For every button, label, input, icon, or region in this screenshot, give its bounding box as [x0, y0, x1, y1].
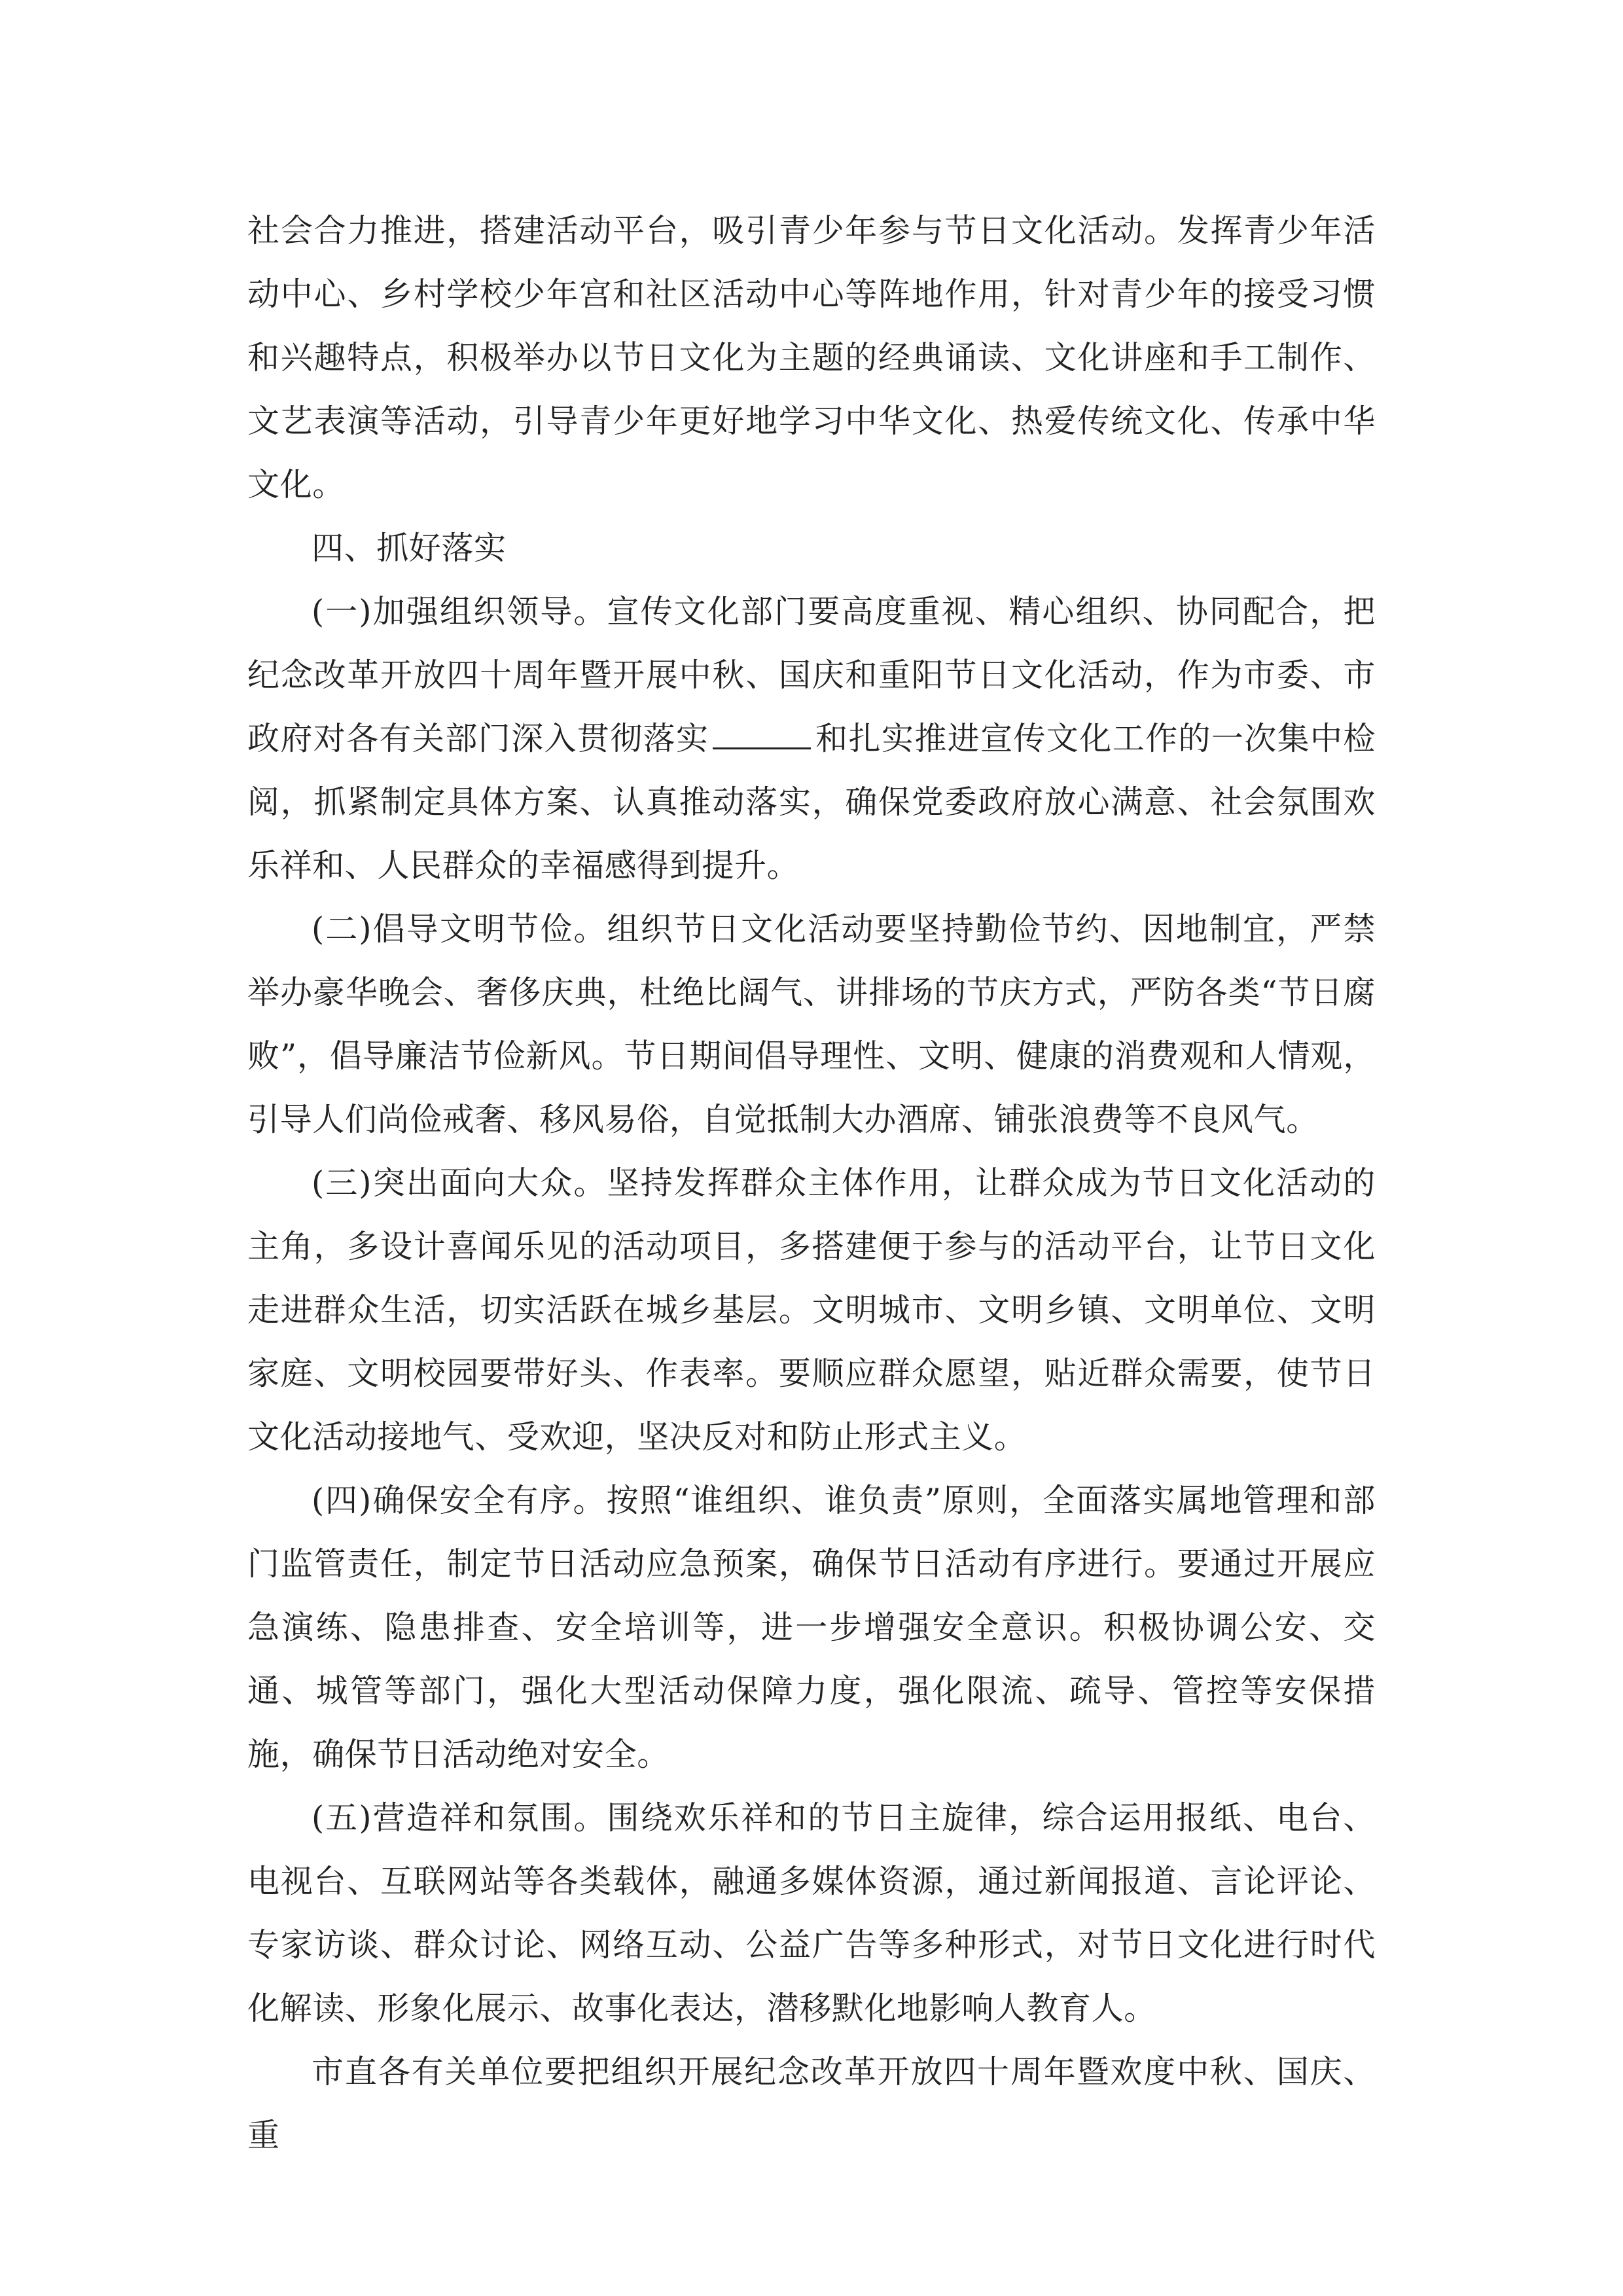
document-body [247, 199, 1376, 2167]
section-heading: 四、抓好落实 [312, 529, 507, 567]
paragraph-item-1-part-b: 和扎实推进宣传文化工作的一次集中检阅，抓紧制定具体方案、认真推动落实，确保党委政府放心满意、社会氛围欢乐祥和、人民群众的幸福感得到提升。 [247, 720, 1376, 884]
paragraph-item-4: (四)确保安全有序。按照“谁组织、谁负责”原则，全面落实属地管理和部门监管责任，制定节日活动应急预案，确保节日活动有序进行。要通过开展应急演练、隐患排查、安全培训等，进一步增强安全意识。积极协调公安、交通、城管等部门，强化大型活动保障力度，强化限流、疏导、管控等安保措施，确保节日活动绝对安全。 [247, 1482, 1376, 1773]
paragraph-item-1 [247, 580, 1376, 897]
paragraph-continued: 社会合力推进，搭建活动平台，吸引青少年参与节日文化活动。发挥青少年活动中心、乡村学校少年宫和社区活动中心等阵地作用，针对青少年的接受习惯和兴趣特点，积极举办以节日文化为主题的经典诵读、文化讲座和手工制作、文艺表演等活动，引导青少年更好地学习中华文化、热爱传统文化、传承中华文化。 [247, 212, 1376, 503]
fill-in-blank [713, 721, 811, 749]
paragraph-item-1-part-a: (一)加强组织领导。宣传文化部门要高度重视、精心组织、协同配合，把纪念改革开放四十周年暨开展中秋、国庆和重阳节日文化活动，作为市委、市政府对各有关部门深入贯彻落实 [247, 593, 1376, 757]
paragraph-item-2: (二)倡导文明节俭。组织节日文化活动要坚持勤俭节约、因地制宜，严禁举办豪华晚会、奢侈庆典，杜绝比阔气、讲排场的节庆方式，严防各类“节日腐败”，倡导廉洁节俭新风。节日期间倡导理性、文明、健康的消费观和人情观，引导人们尚俭戒奢、移风易俗，自觉抵制大办酒席、铺张浪费等不良风气。 [247, 910, 1376, 1138]
paragraph-item-3: (三)突出面向大众。坚持发挥群众主体作用，让群众成为节日文化活动的主角，多设计喜闻乐见的活动项目，多搭建便于参与的活动平台，让节日文化走进群众生活，切实活跃在城乡基层。文明城市、文明乡镇、文明单位、文明家庭、文明校园要带好头、作表率。要顺应群众愿望，贴近群众需要，使节日文化活动接地气、受欢迎，坚决反对和防止形式主义。 [247, 1164, 1376, 1456]
paragraph-item-5: (五)营造祥和氛围。围绕欢乐祥和的节日主旋律，综合运用报纸、电台、电视台、互联网站等各类载体，融通多媒体资源，通过新闻报道、言论评论、专家访谈、群众讨论、网络互动、公益广告等多种形式，对节日文化进行时代化解读、形象化展示、故事化表达，潜移默化地影响人教育人。 [247, 1799, 1376, 2027]
paragraph-closing: 市直各有关单位要把组织开展纪念改革开放四十周年暨欢度中秋、国庆、重 [247, 2053, 1376, 2154]
